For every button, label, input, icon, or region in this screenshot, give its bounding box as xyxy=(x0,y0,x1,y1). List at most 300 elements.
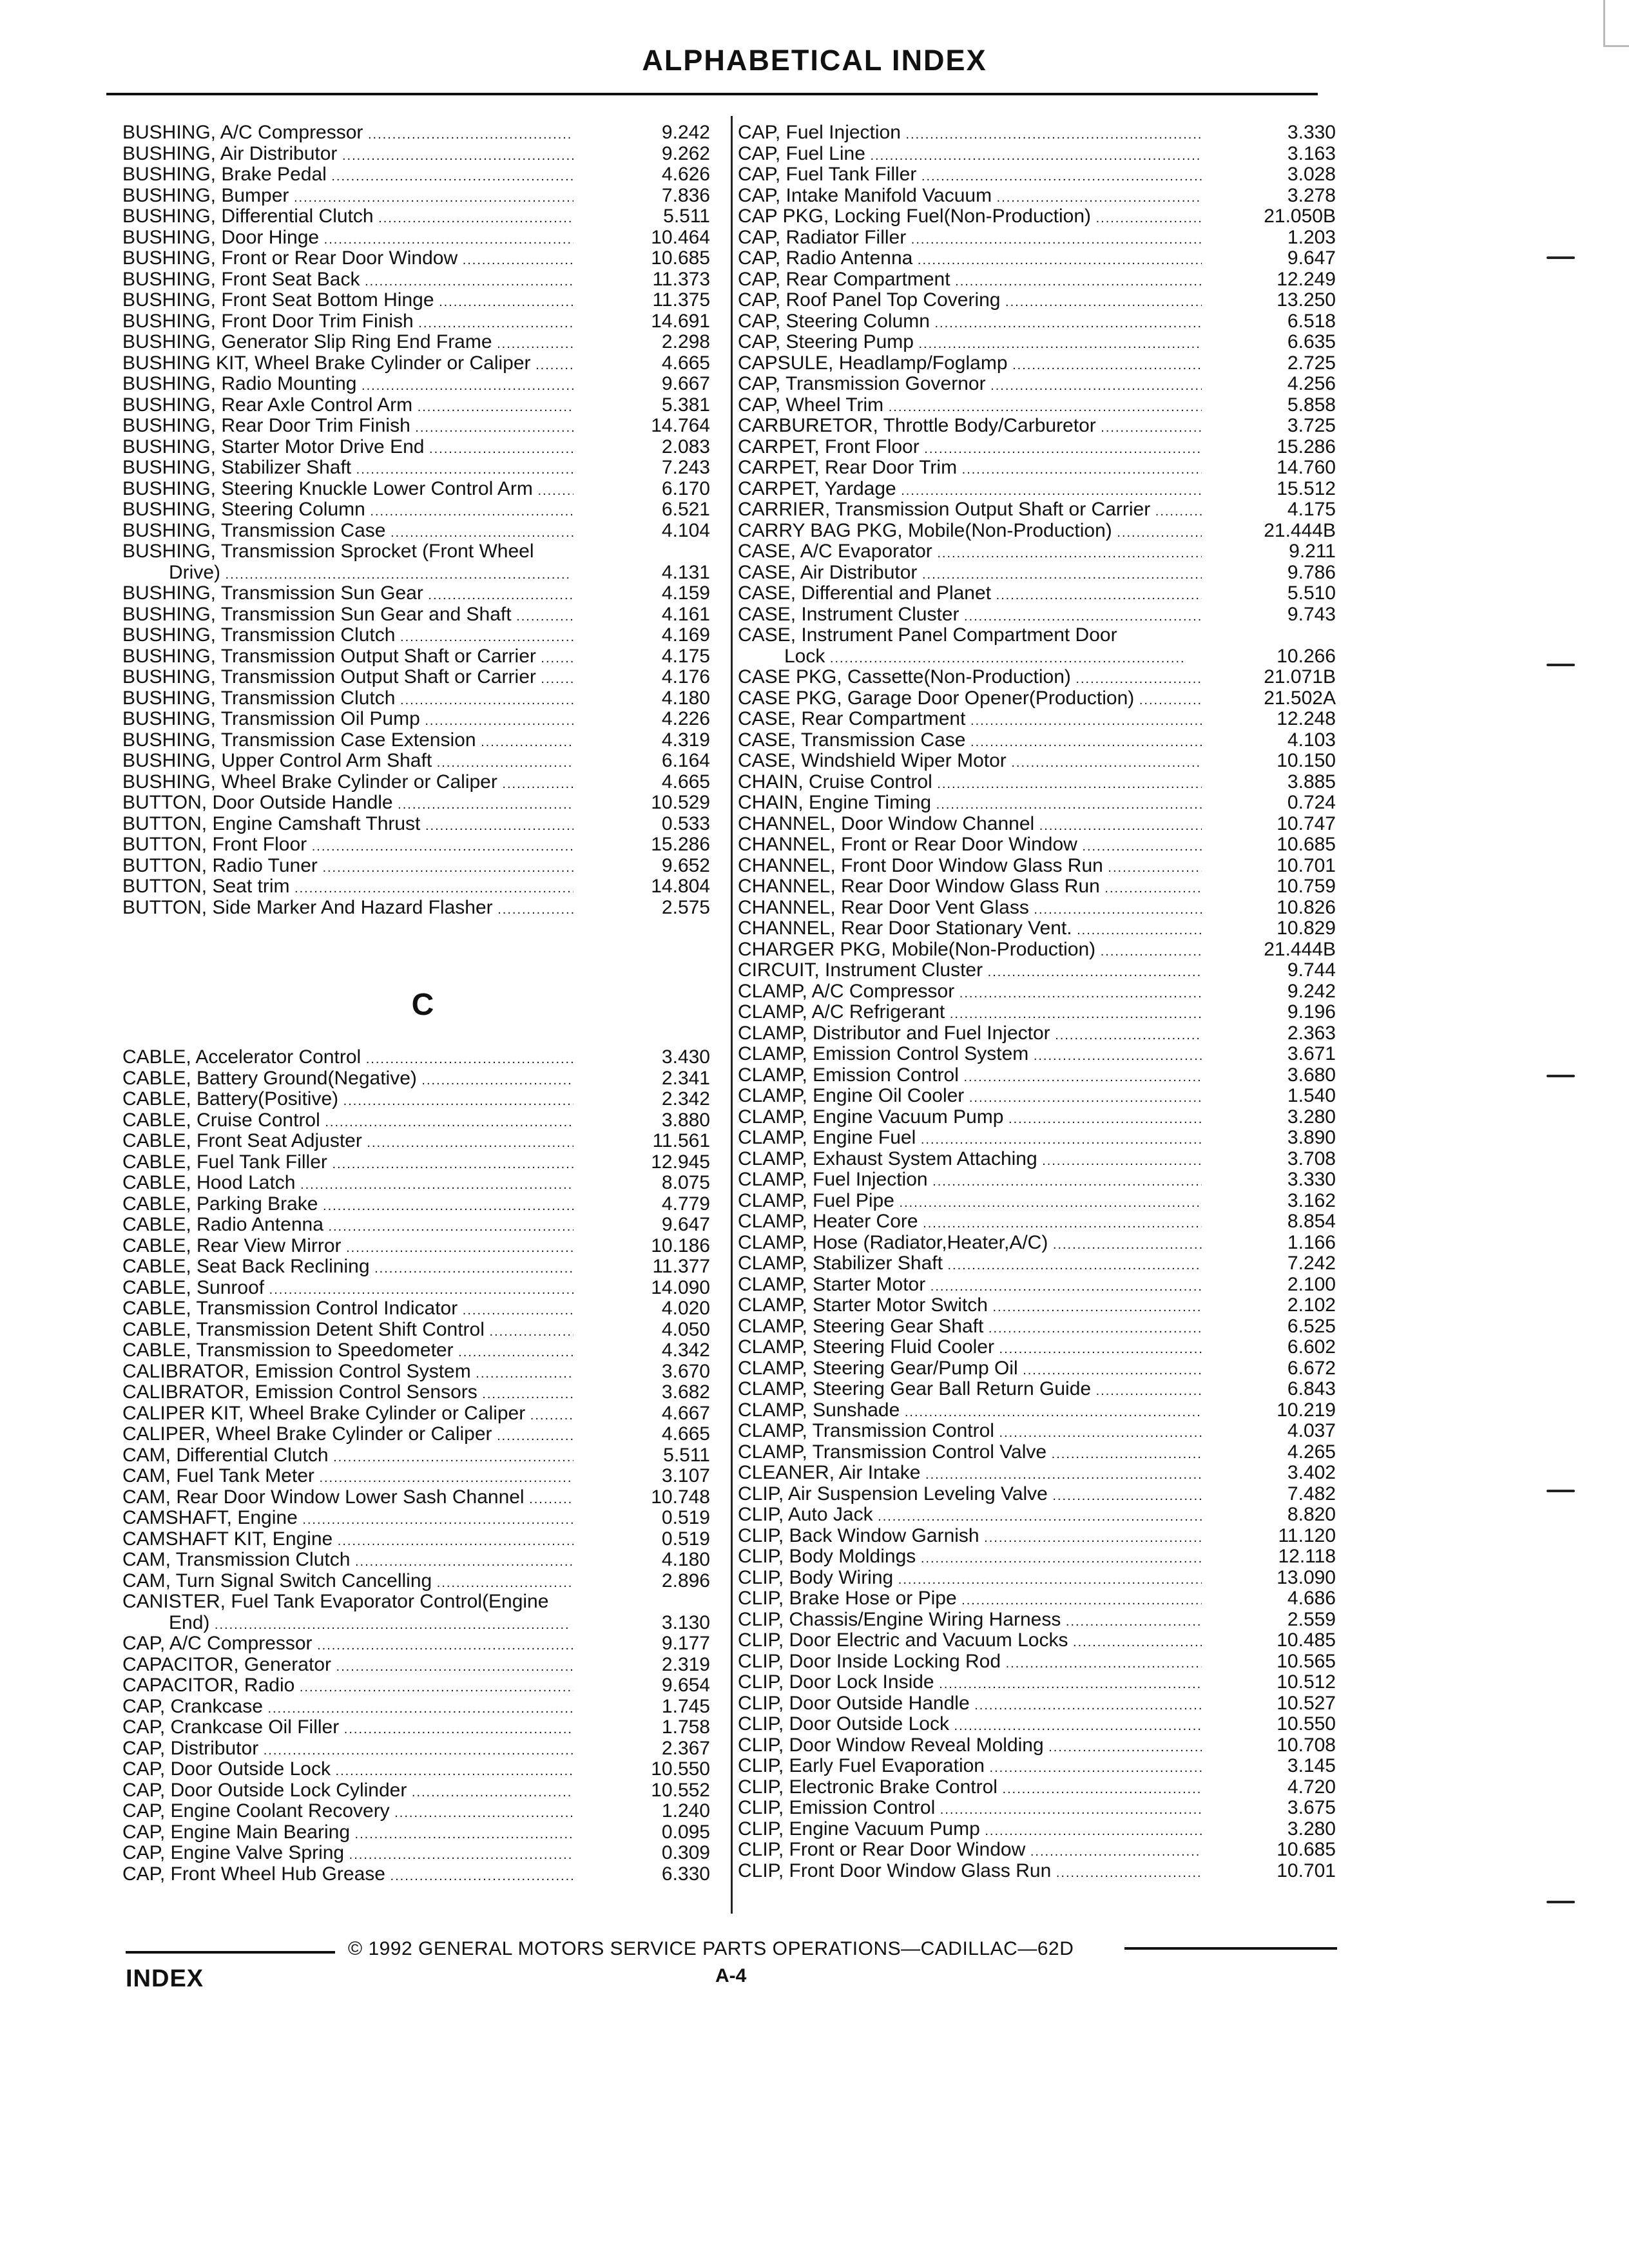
entry-page-reference: 3.330 xyxy=(1287,122,1336,143)
page-corner-mark xyxy=(1603,0,1629,47)
entry-name: CABLE, Transmission Detent Shift Control ..... xyxy=(122,1320,574,1343)
title-rule xyxy=(106,93,1318,95)
entry-name xyxy=(122,1591,689,1635)
entry-name: BUTTON, Radio Tuner ..... xyxy=(122,856,574,879)
entry-name: CLAMP, Starter Motor ..... xyxy=(738,1274,1202,1298)
column-divider xyxy=(731,116,733,1914)
entry-page-reference: 10.527 xyxy=(1277,1692,1336,1714)
entry-name: BUSHING, Steering Column ..... xyxy=(122,499,574,523)
index-entry xyxy=(122,1382,710,1403)
entry-page-reference: 1.745 xyxy=(661,1695,710,1717)
index-entry xyxy=(122,1487,710,1508)
index-entry xyxy=(122,772,710,793)
entry-page-reference: 15.286 xyxy=(1277,436,1336,457)
entry-page-reference: 12.249 xyxy=(1277,268,1336,290)
index-entry xyxy=(122,1340,710,1361)
entry-name: CALIPER KIT, Wheel Brake Cylinder or Caliper ..... xyxy=(122,1403,574,1427)
index-entry xyxy=(122,144,710,165)
entry-page-reference: 5.858 xyxy=(1287,394,1336,416)
index-entry xyxy=(738,1233,1336,1254)
index-entry xyxy=(738,1421,1336,1442)
entry-page-reference: 5.511 xyxy=(663,206,710,227)
entry-page-reference: 9.242 xyxy=(661,122,710,143)
entry-page-reference: 8.854 xyxy=(1287,1211,1336,1232)
index-entry xyxy=(738,1714,1336,1735)
margin-tick-mark xyxy=(1547,1490,1575,1492)
entry-name: CAP, Door Outside Lock Cylinder ..... xyxy=(122,1780,574,1803)
index-entry xyxy=(122,1068,710,1090)
entry-name: CARPET, Yardage ..... xyxy=(738,479,1202,502)
entry-name: CAP, Radiator Filler ..... xyxy=(738,227,1202,251)
entry-page-reference: 2.367 xyxy=(661,1737,710,1759)
index-entry xyxy=(738,416,1336,437)
entry-name: CARBURETOR, Throttle Body/Carburetor ..... xyxy=(738,416,1202,439)
index-entry xyxy=(738,1044,1336,1065)
entry-page-reference: 10.826 xyxy=(1277,896,1336,918)
entry-page-reference: 2.341 xyxy=(661,1067,710,1089)
index-entry xyxy=(122,332,710,353)
index-entry xyxy=(738,353,1336,374)
entry-page-reference: 10.485 xyxy=(1277,1629,1336,1651)
entry-page-reference: 10.701 xyxy=(1277,1860,1336,1881)
entry-page-reference: 6.330 xyxy=(661,1863,710,1885)
entry-name: CLAMP, Emission Control System ..... xyxy=(738,1044,1202,1067)
index-entry xyxy=(738,541,1336,562)
entry-name: BUTTON, Front Floor ..... xyxy=(122,834,574,858)
entry-page-reference: 2.083 xyxy=(661,436,710,457)
entry-name: BUSHING, Starter Motor Drive End ..... xyxy=(122,437,574,460)
index-entry xyxy=(122,1361,710,1383)
entry-name: CLIP, Air Suspension Leveling Valve ..... xyxy=(738,1484,1202,1507)
entry-name: CAP, Distributor ..... xyxy=(122,1738,574,1762)
entry-page-reference: 13.250 xyxy=(1277,289,1336,311)
entry-page-reference: 3.028 xyxy=(1287,164,1336,185)
page-title: ALPHABETICAL INDEX xyxy=(642,44,987,77)
index-entry xyxy=(122,227,710,249)
entry-name: CLAMP, A/C Compressor ..... xyxy=(738,981,1202,1004)
index-entry xyxy=(738,1819,1336,1840)
index-entry xyxy=(122,541,710,583)
entry-name: CABLE, Transmission Control Indicator ..... xyxy=(122,1298,574,1321)
entry-page-reference: 4.131 xyxy=(661,561,710,583)
entry-name: CARPET, Front Floor ..... xyxy=(738,437,1202,460)
entry-page-reference: 4.667 xyxy=(661,1402,710,1424)
index-entry xyxy=(738,709,1336,730)
index-entry xyxy=(738,122,1336,144)
index-entry xyxy=(122,751,710,772)
entry-name: CARRY BAG PKG, Mobile(Non-Production) ..... xyxy=(738,521,1202,544)
entry-page-reference: 21.444B xyxy=(1264,938,1336,960)
index-entry xyxy=(122,1717,710,1738)
entry-name: BUSHING, Rear Axle Control Arm ..... xyxy=(122,395,574,418)
entry-page-reference: 14.764 xyxy=(651,415,710,436)
index-entry xyxy=(738,1274,1336,1296)
index-entry xyxy=(738,1861,1336,1882)
index-entry xyxy=(738,437,1336,458)
entry-page-reference: 10.552 xyxy=(651,1779,710,1801)
entry-name: CLIP, Electronic Brake Control ..... xyxy=(738,1777,1202,1800)
entry-page-reference: 4.037 xyxy=(1287,1420,1336,1441)
index-entry xyxy=(738,939,1336,961)
entry-name: CLAMP, Fuel Injection ..... xyxy=(738,1169,1202,1193)
margin-tick-mark xyxy=(1547,1901,1575,1903)
index-entry xyxy=(738,206,1336,227)
entry-page-reference: 9.647 xyxy=(661,1214,710,1235)
entry-name: CLAMP, Transmission Control Valve ..... xyxy=(738,1442,1202,1465)
entry-page-reference: 11.120 xyxy=(1278,1524,1336,1546)
entry-page-reference: 11.373 xyxy=(652,268,710,290)
index-column-left xyxy=(122,122,710,1885)
index-entry xyxy=(122,1655,710,1676)
entry-name: BUSHING, Brake Pedal ..... xyxy=(122,164,574,187)
entry-page-reference: 4.256 xyxy=(1287,373,1336,394)
entry-page-reference: 6.170 xyxy=(661,477,710,499)
entry-name: BUSHING, Transmission Clutch ..... xyxy=(122,688,574,711)
entry-page-reference: 4.665 xyxy=(661,1423,710,1445)
section-spacer xyxy=(122,918,710,963)
index-entry xyxy=(122,164,710,186)
entry-page-reference: 10.701 xyxy=(1277,854,1336,876)
entry-page-reference: 10.550 xyxy=(651,1758,710,1780)
entry-name: CASE PKG, Garage Door Opener(Production) ..... xyxy=(738,688,1202,711)
entry-page-reference: 4.626 xyxy=(661,164,710,185)
entry-name: CHAIN, Engine Timing ..... xyxy=(738,793,1202,816)
entry-page-reference: 10.759 xyxy=(1277,876,1336,897)
entry-page-reference: 6.635 xyxy=(1287,331,1336,352)
index-entry xyxy=(738,667,1336,688)
entry-name: CHANNEL, Door Window Channel ..... xyxy=(738,814,1202,837)
entry-page-reference: 2.102 xyxy=(1287,1294,1336,1316)
index-entry xyxy=(122,311,710,332)
index-entry xyxy=(738,1484,1336,1505)
index-entry xyxy=(738,1610,1336,1631)
entry-name: CLAMP, Emission Control ..... xyxy=(738,1065,1202,1088)
entry-name: CLAMP, Steering Fluid Cooler ..... xyxy=(738,1337,1202,1360)
entry-page-reference: 0.309 xyxy=(661,1842,710,1863)
index-entry xyxy=(738,1379,1336,1400)
index-entry xyxy=(738,1651,1336,1673)
entry-name: CLAMP, Exhaust System Attaching ..... xyxy=(738,1149,1202,1172)
entry-name: CAP, Rear Compartment ..... xyxy=(738,269,1202,293)
entry-page-reference: 4.176 xyxy=(661,666,710,687)
index-entry xyxy=(738,479,1336,500)
entry-name: CASE, Air Distributor ..... xyxy=(738,562,1202,586)
entry-page-reference: 0.095 xyxy=(661,1821,710,1843)
entry-page-reference: 10.565 xyxy=(1277,1650,1336,1672)
index-entry xyxy=(122,206,710,227)
entry-name: CAM, Differential Clutch ..... xyxy=(122,1445,574,1468)
entry-name: CABLE, Rear View Mirror ..... xyxy=(122,1236,574,1259)
index-entry xyxy=(738,1504,1336,1526)
entry-name: CAP, Fuel Tank Filler ..... xyxy=(738,164,1202,187)
index-entry xyxy=(738,374,1336,395)
index-entry xyxy=(122,457,710,479)
entry-name: CLEANER, Air Intake ..... xyxy=(738,1463,1202,1486)
entry-page-reference: 4.175 xyxy=(661,645,710,667)
entry-name: CAM, Transmission Clutch ..... xyxy=(122,1550,574,1573)
entry-page-reference: 12.248 xyxy=(1277,708,1336,729)
index-entry xyxy=(122,395,710,416)
index-entry xyxy=(738,1023,1336,1044)
entry-name: CHANNEL, Rear Door Stationary Vent. ..... xyxy=(738,918,1202,941)
entry-name: CLAMP, Engine Vacuum Pump ..... xyxy=(738,1107,1202,1130)
entry-name: CLIP, Emission Control ..... xyxy=(738,1798,1202,1821)
entry-name: CAM, Fuel Tank Meter ..... xyxy=(122,1466,574,1489)
entry-name: CHANNEL, Front Door Window Glass Run ..... xyxy=(738,856,1202,879)
entry-page-reference: 10.685 xyxy=(1277,1839,1336,1860)
entry-name: BUSHING, Transmission Clutch ..... xyxy=(122,625,574,648)
entry-page-reference: 9.177 xyxy=(661,1633,710,1654)
entry-page-reference: 9.211 xyxy=(1289,541,1336,562)
entry-page-reference: 10.150 xyxy=(1277,750,1336,771)
entry-name: BUSHING, Bumper ..... xyxy=(122,186,574,209)
entry-page-reference: 6.602 xyxy=(1287,1336,1336,1358)
index-entry xyxy=(122,1445,710,1466)
entry-page-reference: 3.130 xyxy=(661,1611,710,1633)
entry-page-reference: 1.240 xyxy=(661,1800,710,1821)
index-entry xyxy=(738,1463,1336,1484)
index-entry xyxy=(122,186,710,207)
footer-rule xyxy=(1124,1947,1337,1950)
index-entry xyxy=(738,856,1336,877)
entry-name: CLIP, Door Window Reveal Molding ..... xyxy=(738,1735,1202,1758)
index-entry xyxy=(122,1864,710,1885)
entry-name: CAP, Radio Antenna ..... xyxy=(738,248,1202,271)
index-entry xyxy=(738,290,1336,311)
entry-name-continuation: End) ..... xyxy=(122,1613,568,1636)
entry-name: BUSHING, Differential Clutch ..... xyxy=(122,206,574,229)
index-entry xyxy=(122,1424,710,1445)
entry-name: BUSHING, Transmission Sun Gear and Shaft ..... xyxy=(122,604,574,628)
entry-name: BUSHING, Rear Door Trim Finish ..... xyxy=(122,416,574,439)
entry-name: CAP, Roof Panel Top Covering ..... xyxy=(738,290,1202,313)
entry-name: CASE, A/C Evaporator ..... xyxy=(738,541,1202,564)
entry-name: CLIP, Chassis/Engine Wiring Harness ..... xyxy=(738,1610,1202,1633)
entry-page-reference: 10.685 xyxy=(1277,834,1336,855)
entry-name: CARRIER, Transmission Output Shaft or Carrier ..... xyxy=(738,499,1202,523)
index-entry xyxy=(738,499,1336,521)
entry-page-reference: 2.298 xyxy=(661,331,710,352)
entry-name: CABLE, Radio Antenna ..... xyxy=(122,1215,574,1238)
entry-name: CALIPER, Wheel Brake Cylinder or Caliper ..... xyxy=(122,1424,574,1447)
index-entry xyxy=(122,667,710,688)
entry-page-reference: 9.667 xyxy=(661,373,710,394)
entry-page-reference: 21.071B xyxy=(1264,666,1336,687)
index-entry xyxy=(122,1801,710,1822)
index-entry xyxy=(122,1550,710,1571)
entry-page-reference: 3.890 xyxy=(1287,1127,1336,1148)
entry-page-reference: 7.243 xyxy=(661,457,710,478)
index-entry xyxy=(738,1128,1336,1149)
entry-page-reference: 4.169 xyxy=(661,624,710,646)
entry-name: CAP PKG, Locking Fuel(Non-Production) ..... xyxy=(738,206,1202,229)
entry-name: CAP, Engine Valve Spring ..... xyxy=(122,1843,574,1866)
entry-page-reference: 2.575 xyxy=(661,896,710,918)
entry-page-reference: 3.680 xyxy=(1287,1064,1336,1086)
entry-name-line: BUSHING, Transmission Sprocket (Front Wheel xyxy=(122,541,534,562)
entry-page-reference: 3.708 xyxy=(1287,1148,1336,1169)
entry-page-reference: 10.186 xyxy=(651,1235,710,1256)
entry-name: BUSHING, A/C Compressor ..... xyxy=(122,122,574,146)
entry-name: CAP, Engine Main Bearing ..... xyxy=(122,1822,574,1845)
entry-page-reference: 3.670 xyxy=(661,1360,710,1382)
index-entry xyxy=(738,1442,1336,1463)
entry-page-reference: 2.896 xyxy=(661,1570,710,1591)
index-entry xyxy=(738,332,1336,353)
index-entry xyxy=(738,1630,1336,1651)
entry-name: CABLE, Battery(Positive) ..... xyxy=(122,1089,574,1112)
entry-name: CABLE, Seat Back Reclining ..... xyxy=(122,1256,574,1280)
entry-page-reference: 6.672 xyxy=(1287,1357,1336,1379)
index-entry xyxy=(738,1169,1336,1191)
entry-name: CAM, Turn Signal Switch Cancelling ..... xyxy=(122,1571,574,1594)
entry-page-reference: 4.180 xyxy=(661,1549,710,1570)
entry-page-reference: 7.836 xyxy=(661,184,710,206)
entry-page-reference: 4.226 xyxy=(661,708,710,729)
entry-name: CLAMP, Steering Gear Ball Return Guide ..... xyxy=(738,1379,1202,1402)
entry-page-reference: 21.050B xyxy=(1264,206,1336,227)
index-entry xyxy=(738,248,1336,269)
index-entry xyxy=(122,1675,710,1696)
entry-name: CAPSULE, Headlamp/Foglamp ..... xyxy=(738,353,1202,376)
entry-page-reference: 2.725 xyxy=(1287,352,1336,374)
entry-name: BUTTON, Engine Camshaft Thrust ..... xyxy=(122,814,574,837)
entry-page-reference: 5.511 xyxy=(663,1444,710,1466)
entry-page-reference: 10.748 xyxy=(651,1486,710,1508)
index-entry xyxy=(122,1110,710,1131)
entry-page-reference: 0.519 xyxy=(661,1507,710,1528)
entry-page-reference: 4.103 xyxy=(1287,729,1336,751)
entry-name: BUSHING, Door Hinge ..... xyxy=(122,227,574,251)
entry-name: CHANNEL, Rear Door Window Glass Run ..... xyxy=(738,876,1202,899)
entry-name: CAP, Fuel Injection ..... xyxy=(738,122,1202,146)
entry-name: BUSHING, Stabilizer Shaft ..... xyxy=(122,457,574,481)
entry-name xyxy=(122,541,689,585)
index-entry xyxy=(122,1759,710,1780)
index-entry xyxy=(122,1466,710,1487)
index-entry xyxy=(122,374,710,395)
index-entry xyxy=(738,1588,1336,1610)
entry-page-reference: 2.559 xyxy=(1287,1608,1336,1630)
entry-name: BUSHING, Transmission Oil Pump ..... xyxy=(122,709,574,732)
entry-page-reference: 10.219 xyxy=(1277,1399,1336,1421)
index-entry xyxy=(122,248,710,269)
entry-page-reference: 10.747 xyxy=(1277,812,1336,834)
index-entry xyxy=(122,709,710,730)
entry-page-reference: 0.519 xyxy=(661,1528,710,1550)
entry-name: CASE, Instrument Cluster ..... xyxy=(738,604,1202,628)
index-entry xyxy=(738,751,1336,772)
entry-page-reference: 3.163 xyxy=(1287,142,1336,164)
entry-page-reference: 11.377 xyxy=(652,1256,710,1277)
index-entry xyxy=(738,562,1336,584)
index-entry xyxy=(122,834,710,856)
entry-name: BUSHING, Upper Control Arm Shaft ..... xyxy=(122,751,574,774)
entry-name: CABLE, Accelerator Control ..... xyxy=(122,1047,574,1070)
entry-name: CAP, Engine Coolant Recovery ..... xyxy=(122,1801,574,1824)
index-entry xyxy=(738,898,1336,919)
entry-name: CASE, Rear Compartment ..... xyxy=(738,709,1202,732)
entry-page-reference: 10.464 xyxy=(651,226,710,248)
entry-page-reference: 12.118 xyxy=(1278,1546,1336,1567)
index-entry xyxy=(122,1047,710,1068)
index-entry xyxy=(738,793,1336,814)
index-entry xyxy=(738,834,1336,856)
entry-page-reference: 5.510 xyxy=(1287,582,1336,604)
index-entry xyxy=(738,1735,1336,1756)
index-entry xyxy=(122,730,710,751)
entry-name: BUSHING, Wheel Brake Cylinder or Caliper ..... xyxy=(122,772,574,795)
entry-page-reference: 14.760 xyxy=(1277,457,1336,478)
entry-page-reference: 10.266 xyxy=(1277,645,1336,667)
index-entry xyxy=(738,227,1336,249)
entry-name: CAP, Fuel Line ..... xyxy=(738,144,1202,167)
entry-name: CLIP, Front or Rear Door Window ..... xyxy=(738,1840,1202,1863)
entry-name: CLIP, Door Lock Inside ..... xyxy=(738,1672,1202,1695)
entry-name: BUSHING, Transmission Output Shaft or Carrier ..... xyxy=(122,646,574,669)
entry-page-reference: 4.720 xyxy=(1287,1776,1336,1798)
index-entry xyxy=(122,856,710,877)
index-entry xyxy=(738,1002,1336,1023)
index-entry xyxy=(738,1526,1336,1547)
entry-page-reference: 11.375 xyxy=(652,289,710,311)
entry-page-reference: 4.686 xyxy=(1287,1588,1336,1609)
entry-page-reference: 9.743 xyxy=(1287,603,1336,625)
entry-page-reference: 1.166 xyxy=(1287,1231,1336,1253)
entry-page-reference: 9.654 xyxy=(661,1675,710,1696)
entry-name: CABLE, Transmission to Speedometer ..... xyxy=(122,1340,574,1363)
entry-name: CHANNEL, Front or Rear Door Window ..... xyxy=(738,834,1202,858)
entry-name: CAPACITOR, Radio ..... xyxy=(122,1675,574,1698)
entry-page-reference: 9.647 xyxy=(1287,247,1336,269)
index-entry xyxy=(122,876,710,898)
index-entry xyxy=(122,814,710,835)
index-entry xyxy=(738,521,1336,542)
index-entry xyxy=(122,604,710,626)
entry-name: CLAMP, Hose (Radiator,Heater,A/C) ..... xyxy=(738,1233,1202,1256)
entry-page-reference: 3.145 xyxy=(1287,1755,1336,1776)
index-entry xyxy=(122,1780,710,1802)
index-entry xyxy=(738,1546,1336,1568)
entry-name: CALIBRATOR, Emission Control System ..... xyxy=(122,1361,574,1385)
entry-page-reference: 4.342 xyxy=(661,1340,710,1361)
entry-name: BUSHING, Front Seat Bottom Hinge ..... xyxy=(122,290,574,313)
entry-page-reference: 5.381 xyxy=(661,394,710,416)
entry-page-reference: 14.804 xyxy=(651,876,710,897)
entry-name: CABLE, Cruise Control ..... xyxy=(122,1110,574,1133)
entry-page-reference: 4.319 xyxy=(661,729,710,751)
index-entry xyxy=(122,1843,710,1864)
entry-page-reference: 4.175 xyxy=(1287,499,1336,520)
entry-name-line: CASE, Instrument Panel Compartment Door xyxy=(738,624,1117,646)
entry-name: CAP, Front Wheel Hub Grease ..... xyxy=(122,1864,574,1887)
entry-page-reference: 3.880 xyxy=(661,1109,710,1131)
index-entry xyxy=(738,1211,1336,1233)
entry-name: CLIP, Body Wiring ..... xyxy=(738,1568,1202,1591)
index-entry xyxy=(738,395,1336,416)
entry-page-reference: 4.265 xyxy=(1287,1441,1336,1463)
entry-page-reference: 2.363 xyxy=(1287,1022,1336,1044)
entry-page-reference: 10.685 xyxy=(651,247,710,269)
entry-page-reference: 6.843 xyxy=(1287,1378,1336,1399)
entry-page-reference: 3.402 xyxy=(1287,1462,1336,1483)
entry-name: CIRCUIT, Instrument Cluster ..... xyxy=(738,960,1202,983)
entry-name: CLAMP, Steering Gear/Pump Oil ..... xyxy=(738,1358,1202,1381)
index-entry xyxy=(122,1089,710,1110)
entry-name: BUSHING, Radio Mounting ..... xyxy=(122,374,574,397)
entry-name: CABLE, Sunroof ..... xyxy=(122,1278,574,1301)
entry-page-reference: 8.075 xyxy=(661,1172,710,1193)
